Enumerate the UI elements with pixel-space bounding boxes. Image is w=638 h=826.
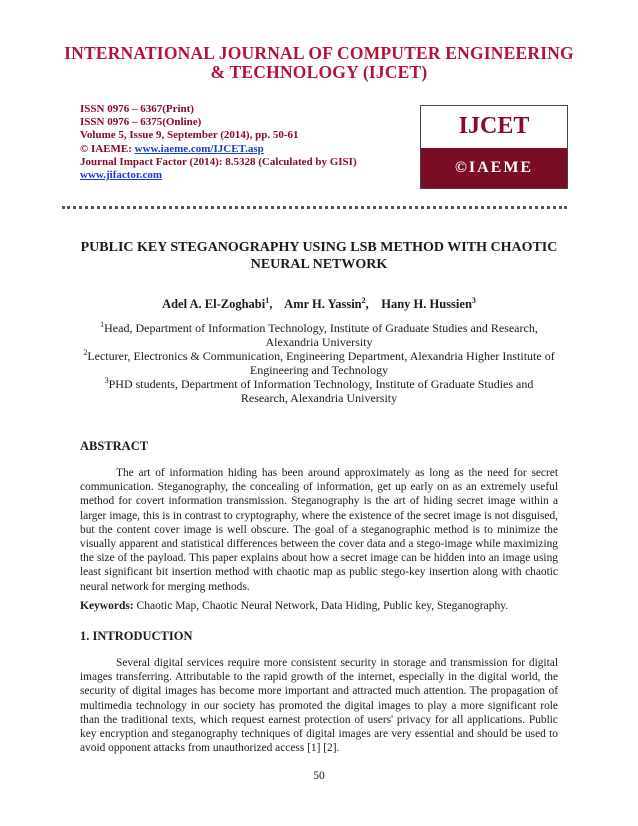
iaeme-line	[80, 143, 410, 156]
affiliation-sup: 1	[100, 320, 105, 329]
logo-iaeme-text: ©IAEME	[421, 148, 567, 188]
author-sup: 2	[361, 296, 366, 305]
iaeme-link[interactable]: www.iaeme.com/IJCET.asp	[134, 142, 264, 155]
author-list: Adel A. El-Zoghabi$^1$, Amr H. Yassin$^2$, Hany H. Hussien$^3$	[162, 296, 476, 312]
author-sup: 3	[471, 296, 476, 305]
iaeme-prefix: © IAEME:	[80, 142, 135, 155]
dotted-divider	[62, 206, 567, 209]
issn-print: ISSN 0976 – 6367(Print)	[80, 103, 194, 115]
author-name: Amr H. Yassin	[284, 297, 362, 312]
affiliation-3	[82, 374, 556, 405]
introduction-heading: 1. INTRODUCTION	[80, 629, 193, 643]
abstract-heading: ABSTRACT	[80, 439, 149, 453]
affiliation-sup: 3	[104, 376, 109, 385]
affiliation-1	[82, 318, 556, 349]
journal-meta	[80, 103, 410, 182]
author-sup: 1	[265, 296, 270, 305]
jifactor-link[interactable]: www.jifactor.com	[80, 169, 163, 182]
affiliation-text: Lecturer, Electronics & Communication, Engineering Department, Alexandria Higher Institute of Engineering and Technology	[87, 349, 555, 377]
logo-ijcet-text: IJCET	[458, 113, 530, 139]
issn-online: ISSN 0976 – 6375(Online)	[80, 116, 202, 129]
affiliation-2	[82, 346, 556, 377]
paper-title: PUBLIC KEY STEGANOGRAPHY USING LSB METHOD WITH CHAOTIC NEURAL NETWORK	[80, 240, 558, 272]
journal-title: INTERNATIONAL JOURNAL OF COMPUTER ENGINEERING & TECHNOLOGY (IJCET)	[64, 43, 574, 82]
affiliation-sup: 2	[83, 348, 88, 357]
affiliation-text: PHD students, Department of Information Technology, Institute of Graduate Studies and Research, Alexandria University	[108, 377, 534, 405]
keywords-text: Chaotic Map, Chaotic Neural Network, Data Hiding, Public key, Steganography.	[133, 600, 509, 612]
keywords-line	[80, 600, 558, 612]
page-number: 50	[313, 770, 325, 782]
impact-factor: Journal Impact Factor (2014): 8.5328 (Calculated by GISI)	[80, 155, 357, 168]
volume-info: Volume 5, Issue 9, September (2014), pp. 50-61	[80, 129, 299, 142]
keywords-label: Keywords:	[80, 600, 134, 612]
introduction-text: Several digital services require more consistent security in storage and transmission for digital images transferring. Attributable to the rapid growth of the internet, especially in the digital world, the security of digital images has become more important and attracted much attention. The propagation of multimedia technology in our society has promoted the digital images to play a more significant role than the traditional texts, which request earnest protection of users' privacy for all applications. Public key encryption and steganography techniques of digital images are very essential and should be used to avoid opponent attacks from unauthorized access [1] [2].	[80, 657, 558, 755]
author-name: Adel A. El-Zoghabi	[162, 297, 266, 312]
affiliation-text: Head, Department of Information Technology, Institute of Graduate Studies and Research, Alexandria University	[104, 321, 538, 349]
journal-logo	[420, 105, 568, 189]
author-name: Hany H. Hussien	[381, 297, 472, 312]
abstract-text: The art of information hiding has been around approximately as long as the need for secret communication. Steganography, the concealing of information, get up early on as an extremely useful method for covert information transmission. Steganography is the art of hiding secret image within a larger image, this is in contrast to cryptography, where the existence of the secret image is not disguised, but the content cover image is well obscure. The goal of a steganographic method is to minimize the visually apparent and statistical differences between the cover data and a stego-image while maximizing the size of the payload. This paper explains about how a secret image can be hidden into an image using least significant bit insertion method with chaotic map as public stego-key insertion along with chaotic neural network for merging methods.	[80, 467, 558, 593]
